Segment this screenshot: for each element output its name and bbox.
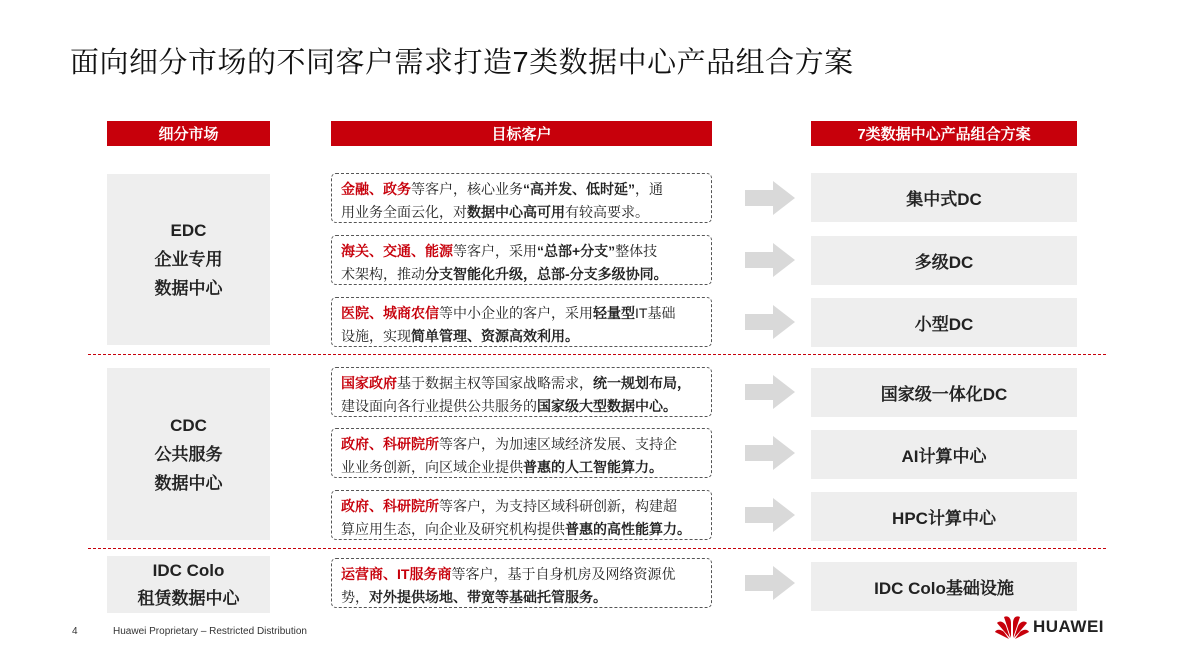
customer-text: 用业务全面云化，对 <box>341 204 467 220</box>
customer-text-line <box>341 563 702 586</box>
customer-text: 等客户，采用 <box>453 243 537 259</box>
customer-text: ，通 <box>635 181 663 197</box>
section-divider <box>88 354 1106 355</box>
customer-text-line <box>341 433 702 456</box>
product-ai-center: AI计算中心 <box>811 430 1077 479</box>
customer-text: 有较高要求。 <box>565 204 649 220</box>
customer-name: 海关、交通、能源 <box>341 243 453 259</box>
customer-name: 政府、科研院所 <box>341 436 439 452</box>
customer-text: 业业务创新，向区域企业提供 <box>341 459 523 475</box>
customer-text: 普惠的人工智能算力。 <box>523 459 663 475</box>
huawei-logo <box>995 614 1104 640</box>
customer-text-line <box>341 325 702 348</box>
customer-text: 等客户，核心业务 <box>411 181 523 197</box>
customer-text: 等中小企业的客户，采用 <box>439 305 593 321</box>
segment-cdc-line: 数据中心 <box>154 473 223 493</box>
product-idc-colo: IDC Colo基础设施 <box>811 562 1077 611</box>
segment-cdc-line: CDC <box>170 415 207 435</box>
segment-edc-line: EDC <box>170 221 207 240</box>
customer-text: 算应用生态，向企业及研究机构提供 <box>341 521 565 537</box>
customer-text: 建设面向各行业提供公共服务的 <box>341 398 537 414</box>
huawei-flower-icon <box>995 614 1029 640</box>
product-small-dc: 小型DC <box>811 298 1077 347</box>
customer-name: 政府、科研院所 <box>341 498 439 514</box>
customer-text-line <box>341 302 702 325</box>
segment-idc-line: IDC Colo <box>152 560 225 580</box>
product-national-dc: 国家级一体化DC <box>811 368 1077 417</box>
customer-text: 等客户，基于自身机房及网络资源优 <box>451 566 676 582</box>
header-solution: 7类数据中心产品组合方案 <box>811 121 1077 146</box>
customer-box <box>331 490 712 540</box>
segment-cdc <box>107 368 270 540</box>
product-multilevel-dc: 多级DC <box>811 236 1077 285</box>
page-number: 4 <box>72 626 78 637</box>
customer-text: 普惠的高性能算力。 <box>565 521 691 537</box>
section-divider <box>88 548 1106 549</box>
customer-text: 势， <box>341 589 369 605</box>
segment-cdc-line: 公共服务 <box>154 444 223 464</box>
customer-text-line <box>341 201 702 224</box>
customer-box <box>331 367 712 417</box>
customer-box <box>331 235 712 285</box>
arrow-right-icon <box>745 436 795 470</box>
page-title: 面向细分市场的不同客户需求打造7类数据中心产品组合方案 <box>70 47 854 79</box>
segment-edc <box>107 174 270 345</box>
product-centralized-dc: 集中式DC <box>811 173 1077 222</box>
customer-text: 国家级大型数据中心。 <box>537 398 677 414</box>
customer-text-line <box>341 495 702 518</box>
arrow-right-icon <box>745 305 795 339</box>
segment-edc-line: 数据中心 <box>154 279 223 298</box>
customer-text-line <box>341 518 702 541</box>
customer-text: “高并发、低时延” <box>523 181 635 197</box>
customer-text: “总部+分支” <box>537 243 616 259</box>
segment-idc <box>107 556 270 613</box>
arrow-right-icon <box>745 498 795 532</box>
arrow-right-icon <box>745 566 795 600</box>
customer-text: 分支智能化升级，总部-分支多级协同。 <box>425 266 668 282</box>
customer-text: 统一规划布局， <box>593 375 691 391</box>
customer-text: 术架构，推动 <box>341 266 425 282</box>
customer-text: 等客户，为支持区域科研创新，构建超 <box>439 498 677 514</box>
customer-text-line <box>341 395 702 418</box>
header-segment: 细分市场 <box>107 121 270 146</box>
customer-box <box>331 428 712 478</box>
segment-idc-line: 租赁数据中心 <box>137 588 240 608</box>
customer-box <box>331 558 712 608</box>
arrow-right-icon <box>745 243 795 277</box>
arrow-right-icon <box>745 375 795 409</box>
customer-box <box>331 173 712 223</box>
customer-name: 金融、政务 <box>341 181 411 197</box>
customer-text-line <box>341 263 702 286</box>
customer-text-line <box>341 586 702 609</box>
customer-text-line <box>341 372 702 395</box>
customer-text-line <box>341 178 702 201</box>
customer-text: 等客户，为加速区域经济发展、支持企 <box>439 436 677 452</box>
customer-text: 对外提供场地、带宽等基础托管服务。 <box>369 589 607 605</box>
customer-text: 轻量型 <box>593 305 635 321</box>
customer-text: IT基础 <box>635 305 676 321</box>
customer-text: 数据中心高可用 <box>467 204 565 220</box>
customer-text-line <box>341 456 702 479</box>
customer-text: 基于数据主权等国家战略需求， <box>397 375 593 391</box>
footer-classification: Huawei Proprietary – Restricted Distribution <box>113 626 307 637</box>
customer-text-line <box>341 240 702 263</box>
brand-name: HUAWEI <box>1033 617 1104 636</box>
customer-text: 设施，实现 <box>341 328 411 344</box>
arrow-right-icon <box>745 181 795 215</box>
customer-text: 整体技 <box>615 243 658 259</box>
customer-name: 运营商、IT服务商 <box>341 566 452 582</box>
product-hpc-center: HPC计算中心 <box>811 492 1077 541</box>
customer-text: 简单管理、资源高效利用。 <box>411 328 579 344</box>
segment-edc-line: 企业专用 <box>154 250 223 269</box>
customer-name: 医院、城商农信 <box>341 305 439 321</box>
header-customer: 目标客户 <box>331 121 712 146</box>
customer-box <box>331 297 712 347</box>
customer-name: 国家政府 <box>341 375 397 391</box>
